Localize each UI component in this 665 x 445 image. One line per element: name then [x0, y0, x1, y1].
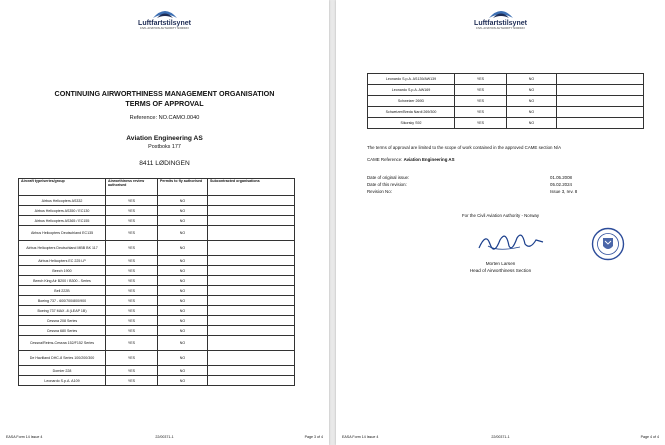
permits-to-fly-cell: NO	[158, 226, 208, 241]
footer-case-number: 22/00371-1	[491, 435, 510, 439]
subcontracted-cell	[208, 216, 295, 226]
airworthiness-review-cell: YES	[106, 276, 158, 286]
date-revision-value: 05.02.2024	[550, 182, 572, 187]
table-row	[19, 316, 295, 326]
airworthiness-review-cell: YES	[455, 74, 507, 85]
aircraft-type-cell: Cessna 208 Series	[19, 316, 106, 326]
table-row	[19, 256, 295, 266]
permits-to-fly-cell: NO	[507, 74, 557, 85]
permits-to-fly-cell: NO	[507, 96, 557, 107]
footer-page-number: Page 3 of 4	[304, 435, 324, 439]
subcontracted-cell	[208, 206, 295, 216]
table-row	[19, 266, 295, 276]
subcontracted-cell	[208, 376, 295, 386]
table-row	[19, 376, 295, 386]
airworthiness-review-cell: YES	[106, 216, 158, 226]
address-line-1: Postboks 177	[148, 144, 181, 150]
aircraft-type-cell: Bell 222B	[19, 286, 106, 296]
subcontracted-cell	[557, 74, 644, 85]
permits-to-fly-cell: NO	[158, 241, 208, 256]
table-row	[368, 85, 644, 96]
date-original-label: Date of original issue:	[367, 175, 410, 180]
approval-table	[18, 178, 295, 386]
airworthiness-review-cell: YES	[106, 226, 158, 241]
permits-to-fly-cell: NO	[158, 286, 208, 296]
table-row	[19, 276, 295, 286]
permits-to-fly-cell: NO	[158, 306, 208, 316]
permits-to-fly-cell: NO	[158, 196, 208, 206]
authority-logo	[0, 6, 329, 30]
aircraft-type-cell: Cessna/Reims-Cessna 152/F152 Series	[19, 336, 106, 351]
aircraft-type-cell: Airbus Helicopters Deutschland EC135	[19, 226, 106, 241]
header-subcontracted: Subcontracted organisations	[208, 179, 295, 196]
aircraft-type-cell: Leonardo S.p.A. AS139/AW139	[368, 74, 455, 85]
document-page-3	[0, 0, 329, 445]
airworthiness-review-cell: YES	[455, 118, 507, 129]
airworthiness-review-cell: YES	[106, 336, 158, 351]
aircraft-type-cell: Airbus Helicopters AS350 / EC130	[19, 206, 106, 216]
table-row	[368, 107, 644, 118]
permits-to-fly-cell: NO	[507, 107, 557, 118]
subcontracted-cell	[208, 266, 295, 276]
permits-to-fly-cell: NO	[158, 276, 208, 286]
table-row	[19, 196, 295, 206]
scope-note: The terms of approval are limited to the scope of work contained in the approved CAME section N/A	[367, 145, 562, 150]
came-reference-label: CAME Reference:	[367, 157, 403, 162]
table-header-row	[19, 179, 295, 196]
subcontracted-cell	[208, 366, 295, 376]
aircraft-type-cell: De Havilland DHC-8 Series 100/200/300	[19, 351, 106, 366]
subcontracted-cell	[208, 241, 295, 256]
table-row	[19, 296, 295, 306]
footer-form: EASA Form 14 Issue 4	[6, 435, 43, 439]
footer-form: EASA Form 14 Issue 4	[342, 435, 379, 439]
table-row	[368, 118, 644, 129]
page-footer	[342, 435, 659, 439]
revision-number-value: Issue 3, rev. 8	[550, 189, 578, 194]
aircraft-type-cell: Boeing 737 MAX -8 (LEAP 1B)	[19, 306, 106, 316]
table-row	[19, 326, 295, 336]
document-title: CONTINUING AIRWORTHINESS MANAGEMENT ORGANISATION	[54, 89, 275, 98]
table-row	[19, 286, 295, 296]
airworthiness-review-cell: YES	[455, 107, 507, 118]
subcontracted-cell	[208, 306, 295, 316]
signature-icon	[476, 228, 546, 256]
table-row	[19, 241, 295, 256]
airworthiness-review-cell: YES	[106, 256, 158, 266]
logo-name: Luftfartstilsynet	[138, 20, 191, 27]
airworthiness-review-cell: YES	[106, 296, 158, 306]
permits-to-fly-cell: NO	[158, 326, 208, 336]
subcontracted-cell	[557, 96, 644, 107]
permits-to-fly-cell: NO	[158, 336, 208, 351]
revision-number-label: Revision No:	[367, 189, 392, 194]
authority-logo	[336, 6, 665, 30]
permits-to-fly-cell: NO	[158, 296, 208, 306]
aircraft-type-cell: Airbus Helicopters AS365 / EC155	[19, 216, 106, 226]
page-footer	[6, 435, 323, 439]
for-authority: For the Civil Aviation Authority - Norway	[461, 213, 540, 218]
address-line-2: 8411 LØDINGEN	[139, 160, 190, 167]
came-reference-value: Aviation Engineering AS	[403, 157, 455, 162]
aircraft-type-cell: Leonardo S.p.A. AW169	[368, 85, 455, 96]
aircraft-type-cell: Sikorsky S92	[368, 118, 455, 129]
organisation-name: Aviation Engineering AS	[126, 135, 203, 142]
airworthiness-review-cell: YES	[106, 351, 158, 366]
airworthiness-review-cell: YES	[106, 241, 158, 256]
aircraft-type-cell: Airbus Helicopters EC 225 LP	[19, 256, 106, 266]
table-row	[368, 96, 644, 107]
airworthiness-review-cell: YES	[106, 316, 158, 326]
logo-subtitle: CIVIL AVIATION AUTHORITY NORWAY	[139, 27, 190, 30]
table-row	[19, 366, 295, 376]
table-row	[19, 206, 295, 216]
permits-to-fly-cell: NO	[158, 256, 208, 266]
subcontracted-cell	[208, 196, 295, 206]
subcontracted-cell	[208, 326, 295, 336]
logo-name: Luftfartstilsynet	[474, 20, 527, 27]
aircraft-type-cell: Leonardo S.p.A. A109	[19, 376, 106, 386]
header-airworthiness-review: Airworthiness review authorised	[106, 179, 158, 196]
header-aircraft-type: Aircraft type/series/group	[19, 179, 106, 196]
logo-emblem-icon	[488, 6, 514, 19]
logo-emblem-icon	[152, 6, 178, 19]
aircraft-type-cell: Beech King Air B200 / B300 - Series	[19, 276, 106, 286]
airworthiness-review-cell: YES	[455, 96, 507, 107]
airworthiness-review-cell: YES	[455, 85, 507, 96]
subcontracted-cell	[208, 296, 295, 306]
subcontracted-cell	[208, 226, 295, 241]
footer-case-number: 22/00371-1	[155, 435, 174, 439]
airworthiness-review-cell: YES	[106, 376, 158, 386]
logo-subtitle: CIVIL AVIATION AUTHORITY NORWAY	[475, 27, 526, 30]
footer-page-number: Page 4 of 4	[640, 435, 660, 439]
aircraft-type-cell: Beech 1900	[19, 266, 106, 276]
table-row	[368, 74, 644, 85]
airworthiness-review-cell: YES	[106, 206, 158, 216]
table-row	[19, 351, 295, 366]
aircraft-type-cell: Schweizer/Breda Nardi 269/300	[368, 107, 455, 118]
came-reference	[367, 157, 455, 162]
subcontracted-cell	[557, 85, 644, 96]
airworthiness-review-cell: YES	[106, 306, 158, 316]
date-original-value: 01.05.2008	[550, 175, 572, 180]
permits-to-fly-cell: NO	[158, 216, 208, 226]
official-stamp-icon	[591, 227, 625, 261]
table-row	[19, 226, 295, 241]
table-row	[19, 336, 295, 351]
aircraft-type-cell: Airbus Helicopters Deutschland MBB BK 117	[19, 241, 106, 256]
subcontracted-cell	[208, 256, 295, 266]
subcontracted-cell	[208, 336, 295, 351]
permits-to-fly-cell: NO	[507, 118, 557, 129]
airworthiness-review-cell: YES	[106, 286, 158, 296]
permits-to-fly-cell: NO	[158, 351, 208, 366]
aircraft-type-cell: Boeing 737 - 600/700/800/900	[19, 296, 106, 306]
airworthiness-review-cell: YES	[106, 266, 158, 276]
permits-to-fly-cell: NO	[158, 206, 208, 216]
header-permits-to-fly: Permits to fly authorised	[158, 179, 208, 196]
permits-to-fly-cell: NO	[158, 316, 208, 326]
airworthiness-review-cell: YES	[106, 366, 158, 376]
permits-to-fly-cell: NO	[158, 376, 208, 386]
document-page-4	[336, 0, 665, 445]
table-row	[19, 306, 295, 316]
reference: Reference: NO.CAMO.0040	[129, 115, 200, 121]
aircraft-type-cell: Airbus Helicopters AS332	[19, 196, 106, 206]
table-row	[19, 216, 295, 226]
permits-to-fly-cell: NO	[507, 85, 557, 96]
subcontracted-cell	[557, 118, 644, 129]
aircraft-type-cell: Dornier 228	[19, 366, 106, 376]
subcontracted-cell	[557, 107, 644, 118]
subcontracted-cell	[208, 316, 295, 326]
date-revision-label: Date of this revision:	[367, 182, 407, 187]
airworthiness-review-cell: YES	[106, 196, 158, 206]
signer-name: Morten Larsen	[485, 261, 516, 266]
permits-to-fly-cell: NO	[158, 266, 208, 276]
subcontracted-cell	[208, 276, 295, 286]
airworthiness-review-cell: YES	[106, 326, 158, 336]
approval-table-continued	[367, 73, 644, 129]
permits-to-fly-cell: NO	[158, 366, 208, 376]
subcontracted-cell	[208, 351, 295, 366]
document-subtitle: TERMS OF APPROVAL	[125, 99, 204, 108]
aircraft-type-cell: Cessna 680 Series	[19, 326, 106, 336]
signer-title: Head of Airworthiness Section	[469, 268, 532, 273]
aircraft-type-cell: Schweizer 269D	[368, 96, 455, 107]
subcontracted-cell	[208, 286, 295, 296]
